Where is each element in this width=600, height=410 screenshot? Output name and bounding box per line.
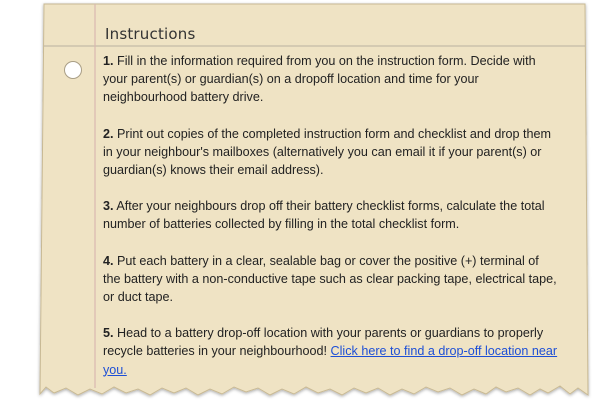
step-text: Fill in the information required from you on the instruction form. Decide with your parent(s) or guardian(s) on a dropoff location and time for your neighbourhood battery drive.: [103, 54, 536, 105]
instructions-list: [103, 52, 558, 397]
step-1: [103, 52, 558, 107]
step-text: Print out copies of the completed instruction form and checklist and drop them in your neighbour's mailboxes (alternatively you can email it if your parent(s) or guardian(s) knows their email address).: [103, 126, 552, 178]
step-text: After your neighbours drop off their battery checklist forms, calculate the total number of batteries collected by filling in the total checklist form.: [103, 199, 545, 232]
step-number: 2.: [103, 126, 114, 141]
step-5: [103, 324, 558, 379]
step-4: [103, 252, 558, 307]
step-text: Head to a battery drop-off location with your parents or guardians to properly recycle batteries in your neighbourhood!: [103, 326, 544, 359]
step-2: [103, 125, 558, 180]
step-number: 3.: [103, 199, 114, 214]
step-text: Put each battery in a clear, sealable bag or cover the positive (+) terminal of the battery with a non-conductive tape such as clear packing tape, electrical tape, or duct tape.: [103, 253, 557, 305]
heading-instructions: Instructions: [105, 25, 196, 43]
step-number: 4.: [103, 253, 114, 268]
step-number: 1.: [103, 54, 114, 68]
drop-off-location-link[interactable]: Click here to find a drop-off location near you.: [103, 344, 558, 377]
step-3: [103, 197, 558, 233]
step-number: 5.: [103, 326, 114, 341]
punch-hole: [65, 62, 82, 79]
